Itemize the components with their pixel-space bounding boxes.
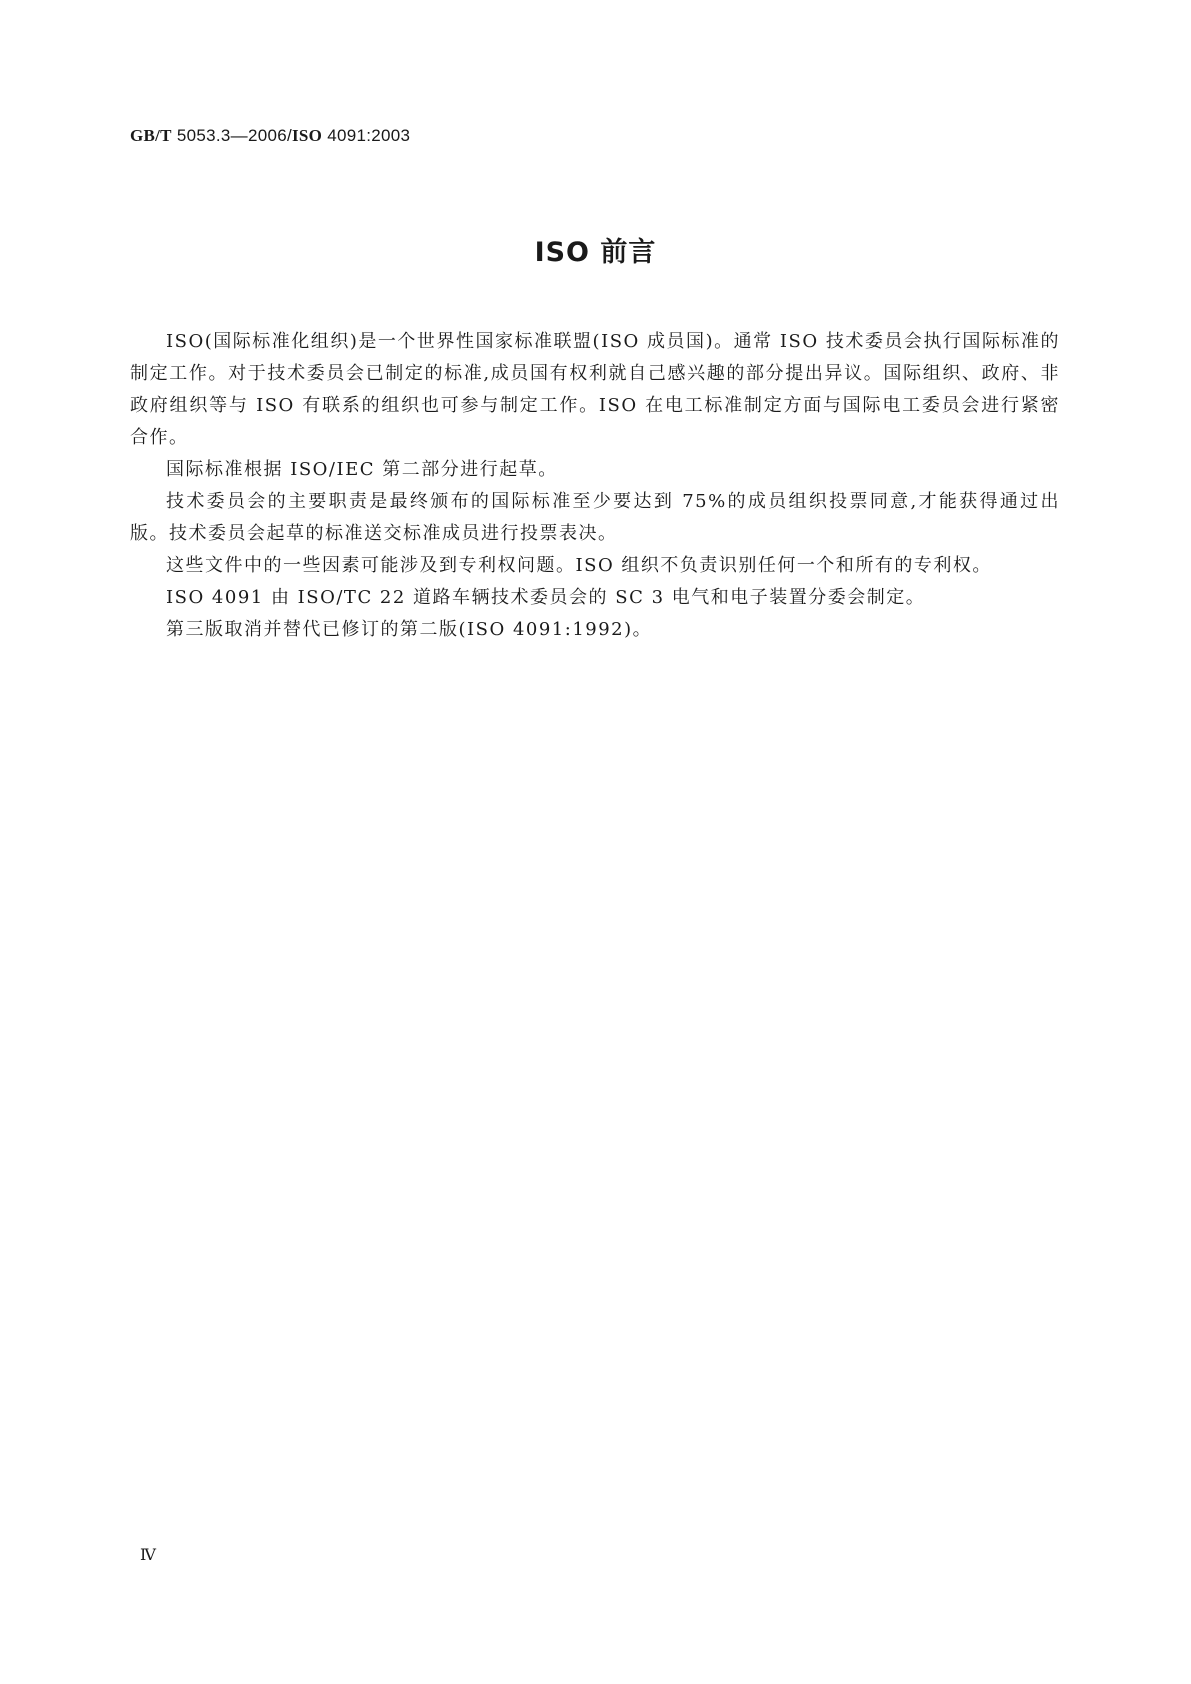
iso-numbers: 4091:2003 (322, 126, 411, 145)
paragraph: 这些文件中的一些因素可能涉及到专利权问题。ISO 组织不负责识别任何一个和所有的专利权。 (166, 555, 992, 576)
paragraph: ISO(国际标准化组织)是一个世界性国家标准联盟(ISO 成员国)。通常 ISO 技术委员会执行国际标准的制定工作。对于技术委员会已制定的标准,成员国有权利就自己感兴趣的部分提出异议。国际组织、政府、非政府组织等与 ISO 有联系的组织也可参与制定工作。ISO 在电工标准制定方面与国际电工委员会进行紧密合作。 (130, 331, 1060, 448)
iso-prefix: ISO (292, 126, 323, 145)
standard-code: GB/T (130, 126, 172, 145)
paragraph: 国际标准根据 ISO/IEC 第二部分进行起草。 (166, 459, 558, 480)
page-number: Ⅳ (140, 1547, 156, 1564)
running-header (130, 126, 410, 146)
standard-numbers: 5053.3—2006/ (171, 126, 292, 145)
paragraph: 第三版取消并替代已修订的第二版(ISO 4091:1992)。 (166, 619, 653, 640)
page-title: ISO 前言 (534, 237, 657, 268)
foreword-body (130, 326, 1060, 646)
paragraph: ISO 4091 由 ISO/TC 22 道路车辆技术委员会的 SC 3 电气和电子装置分委会制定。 (166, 587, 926, 608)
paragraph: 技术委员会的主要职责是最终颁布的国际标准至少要达到 75%的成员组织投票同意,才能获得通过出版。技术委员会起草的标准送交标准成员进行投票表决。 (130, 491, 1060, 544)
